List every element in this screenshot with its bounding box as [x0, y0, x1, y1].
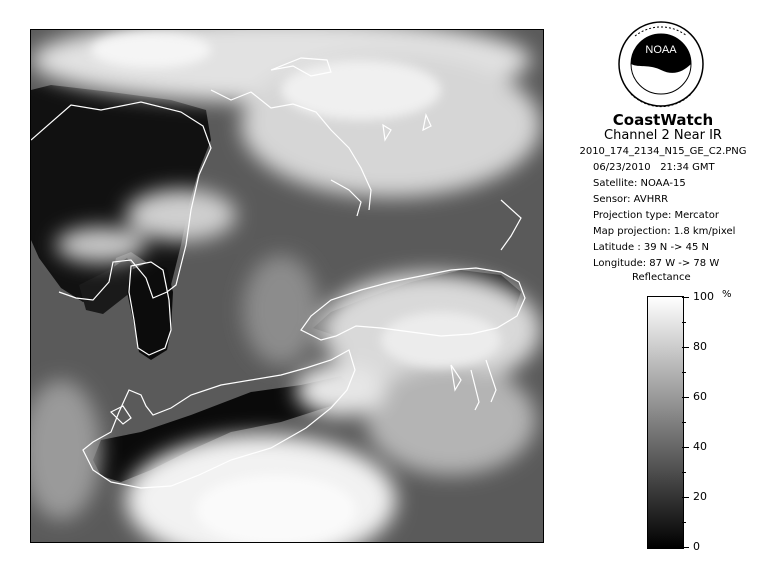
satellite-image — [30, 29, 544, 543]
sensor-label: Sensor: AVHRR — [593, 194, 669, 205]
colorbar-tick-label: 0 — [693, 540, 700, 553]
file-name: 2010_174_2134_N15_GE_C2.PNG — [579, 146, 747, 157]
colorbar-tick — [682, 297, 689, 298]
channel-label: Channel 2 Near IR — [604, 128, 722, 143]
satellite-label: Satellite: NOAA-15 — [593, 178, 686, 189]
colorbar-tick — [682, 547, 689, 548]
latitude-label: Latitude : 39 N -> 45 N — [593, 242, 709, 253]
colorbar-tick — [682, 372, 686, 373]
date-time — [593, 162, 715, 173]
colorbar-tick — [682, 397, 689, 398]
legend-unit: % — [722, 289, 732, 300]
colorbar-tick-label: 40 — [693, 440, 707, 453]
app-title: CoastWatch — [612, 111, 714, 129]
colorbar-tick-label: 80 — [693, 340, 707, 353]
noaa-seal-icon — [617, 20, 705, 108]
reflectance-colorbar — [647, 296, 684, 549]
time-value: 21:34 GMT — [660, 162, 715, 173]
colorbar-tick-label: 100 — [693, 290, 714, 303]
map-projection-label: Map projection: 1.8 km/pixel — [593, 226, 736, 237]
colorbar-tick — [682, 422, 686, 423]
colorbar-tick — [682, 347, 689, 348]
legend-title: Reflectance — [632, 272, 691, 283]
colorbar-tick — [682, 322, 686, 323]
satellite-map — [31, 30, 543, 542]
colorbar-tick — [682, 447, 689, 448]
colorbar-tick — [682, 497, 689, 498]
logo-text: NOAA — [645, 44, 677, 56]
colorbar-tick — [682, 522, 686, 523]
colorbar-tick-label: 60 — [693, 390, 707, 403]
colorbar-tick — [682, 472, 686, 473]
longitude-label: Longitude: 87 W -> 78 W — [593, 258, 720, 269]
projection-type-label: Projection type: Mercator — [593, 210, 719, 221]
date-value: 06/23/2010 — [593, 162, 651, 173]
colorbar-tick-label: 20 — [693, 490, 707, 503]
noaa-logo — [617, 20, 705, 108]
